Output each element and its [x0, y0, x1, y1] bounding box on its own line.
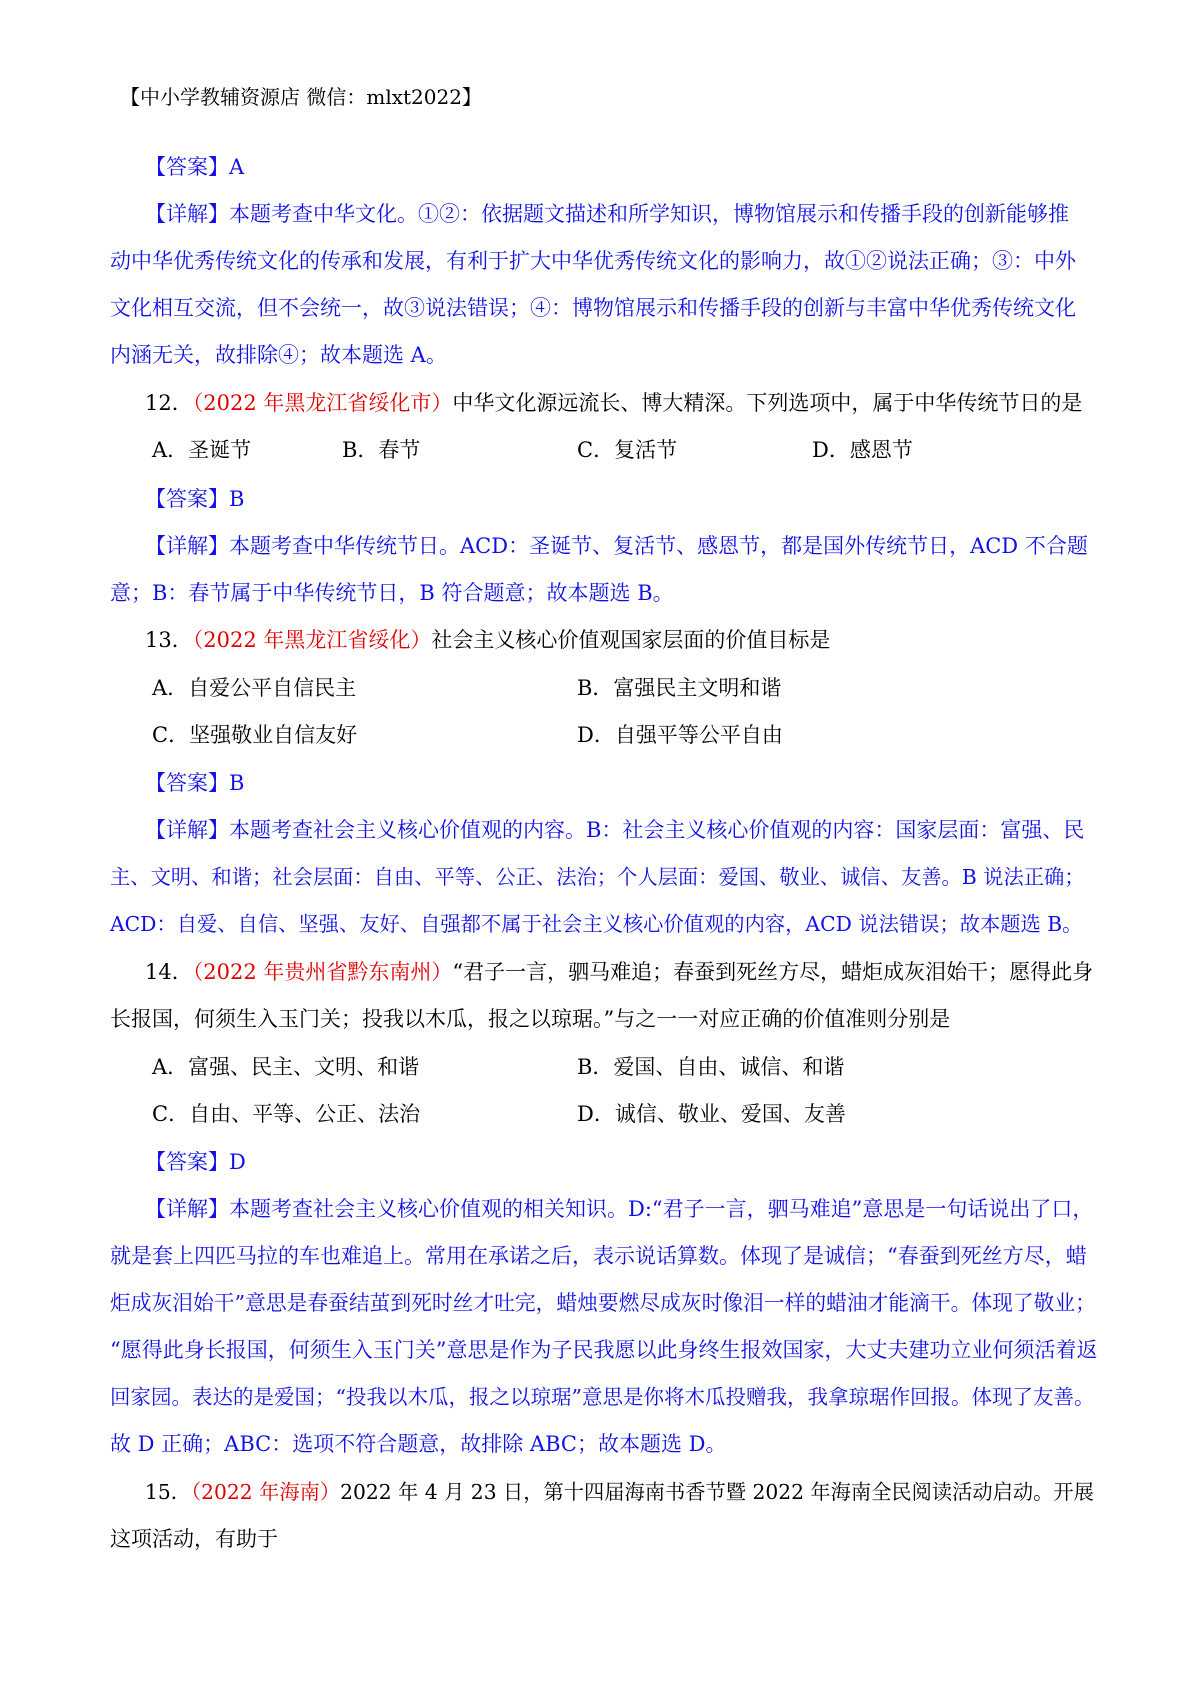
q13-explain-line-2: 主、文明、和谐；社会层面：自由、平等、公正、法治；个人层面：爱国、敬业、诚信、友善。B 说法正确； — [110, 865, 1085, 889]
q12-explain-tag: 【详解】 — [145, 534, 229, 558]
q14-stem-line-2: 长报国，何须生入玉门关；投我以木瓜，报之以琼琚。”与之一一对应正确的价值准则分别是 — [110, 1007, 951, 1031]
q15-source: （2022 年海南） — [191, 1480, 341, 1504]
q15-stem-line-2: 这项活动，有助于 — [110, 1527, 278, 1551]
q11-explain-line-2: 动中华优秀传统文化的传承和发展，有利于扩大中华优秀传统文化的影响力，故①②说法正确；③：中外 — [110, 249, 1076, 273]
q12-explain-line-1: 【详解】本题考查中华传统节日。ACD：圣诞节、复活节、感恩节，都是国外传统节日，ACD 不合题 — [145, 534, 1088, 558]
q13-explain-line-1: 【详解】本题考查社会主义核心价值观的内容。B：社会主义核心价值观的内容：国家层面：富强、民 — [145, 818, 1085, 842]
q11-explain-tag: 【详解】 — [145, 202, 229, 226]
q14-explain-line-4: “愿得此身长报国，何须生入玉门关”意思是作为子民我愿以此身终生报效国家，大丈夫建功立业何须活着返 — [110, 1338, 1098, 1362]
q14-source: （2022 年贵州省黔东南州） — [192, 960, 453, 984]
q14-option-a: A．富强、民主、文明、和谐 — [152, 1055, 420, 1079]
q13-option-b: B．富强民主文明和谐 — [577, 676, 782, 700]
q12-option-b: B．春节 — [342, 438, 421, 462]
q13-number: 13． — [145, 628, 193, 652]
q13-option-d: D．自强平等公平自由 — [577, 723, 783, 747]
page-header: 【中小学教辅资源店 微信：mlxt2022】 — [120, 85, 482, 109]
q12-source: （2022 年黑龙江省绥化市） — [192, 391, 453, 415]
q13-option-c: C．坚强敬业自信友好 — [152, 723, 358, 747]
q11-explain-line-4: 内涵无关，故排除④；故本题选 A。 — [110, 343, 447, 367]
q14-explain-line-6: 故 D 正确；ABC：选项不符合题意，故排除 ABC；故本题选 D。 — [110, 1432, 727, 1456]
q11-explain-line-3: 文化相互交流，但不会统一，故③说法错误；④：博物馆展示和传播手段的创新与丰富中华优秀传统文化 — [110, 296, 1076, 320]
q11-explain-line-1: 【详解】本题考查中华文化。①②：依据题文描述和所学知识，博物馆展示和传播手段的创新能够推 — [145, 202, 1069, 226]
q12-option-c: C．复活节 — [577, 438, 678, 462]
q14-number: 14． — [145, 960, 193, 984]
q12-explain-line-2: 意；B：春节属于中华传统节日，B 符合题意；故本题选 B。 — [110, 581, 674, 605]
q14-explain-tag: 【详解】 — [145, 1197, 229, 1221]
q14-option-b: B．爱国、自由、诚信、和谐 — [577, 1055, 845, 1079]
q14-answer: 【答案】D — [145, 1150, 246, 1174]
q11-answer: 【答案】A — [145, 155, 245, 179]
q14-explain-line-2: 就是套上四匹马拉的车也难追上。常用在承诺之后，表示说话算数。体现了是诚信；“春蚕到死丝方尽，蜡 — [110, 1244, 1087, 1268]
q14-explain-line-3: 炬成灰泪始干”意思是春蚕结茧到死时丝才吐完，蜡烛要燃尽成灰时像泪一样的蜡油才能滴干。体现了敬业； — [110, 1291, 1096, 1315]
q13-source: （2022 年黑龙江省绥化） — [192, 628, 432, 652]
q14-explain-line-1: 【详解】本题考查社会主义核心价值观的相关知识。D:“君子一言，驷马难追”意思是一句话说出了口， — [145, 1197, 1094, 1221]
q14-option-d: D．诚信、敬业、爱国、友善 — [577, 1102, 846, 1126]
q13-stem: 13．（2022 年黑龙江省绥化）社会主义核心价值观国家层面的价值目标是 — [145, 628, 831, 652]
q13-answer: 【答案】B — [145, 771, 245, 795]
q12-answer: 【答案】B — [145, 487, 245, 511]
q13-explain-tag: 【详解】 — [145, 818, 229, 842]
q12-option-a: A．圣诞节 — [152, 438, 252, 462]
q13-explain-line-3: ACD：自爱、自信、坚强、友好、自强都不属于社会主义核心价值观的内容，ACD 说法错误；故本题选 B。 — [110, 912, 1083, 936]
q14-option-c: C．自由、平等、公正、法治 — [152, 1102, 421, 1126]
q14-explain-line-5: 回家园。表达的是爱国；“投我以木瓜，报之以琼琚”意思是你将木瓜投赠我，我拿琼琚作回报。体现了友善。 — [110, 1385, 1095, 1409]
q12-stem: 12．（2022 年黑龙江省绥化市）中华文化源远流长、博大精深。下列选项中，属于中华传统节日的是 — [145, 391, 1083, 415]
q14-stem-line-1: 14．（2022 年贵州省黔东南州）“君子一言，驷马难追；春蚕到死丝方尽，蜡炬成灰泪始干；愿得此身 — [145, 960, 1094, 984]
q13-option-a: A．自爱公平自信民主 — [152, 676, 357, 700]
q15-stem-line-1: 15．（2022 年海南）2022 年 4 月 23 日，第十四届海南书香节暨 2022 年海南全民阅读活动启动。开展 — [145, 1480, 1094, 1504]
q12-option-d: D．感恩节 — [812, 438, 913, 462]
q15-number: 15． — [145, 1480, 192, 1504]
q12-number: 12． — [145, 391, 193, 415]
